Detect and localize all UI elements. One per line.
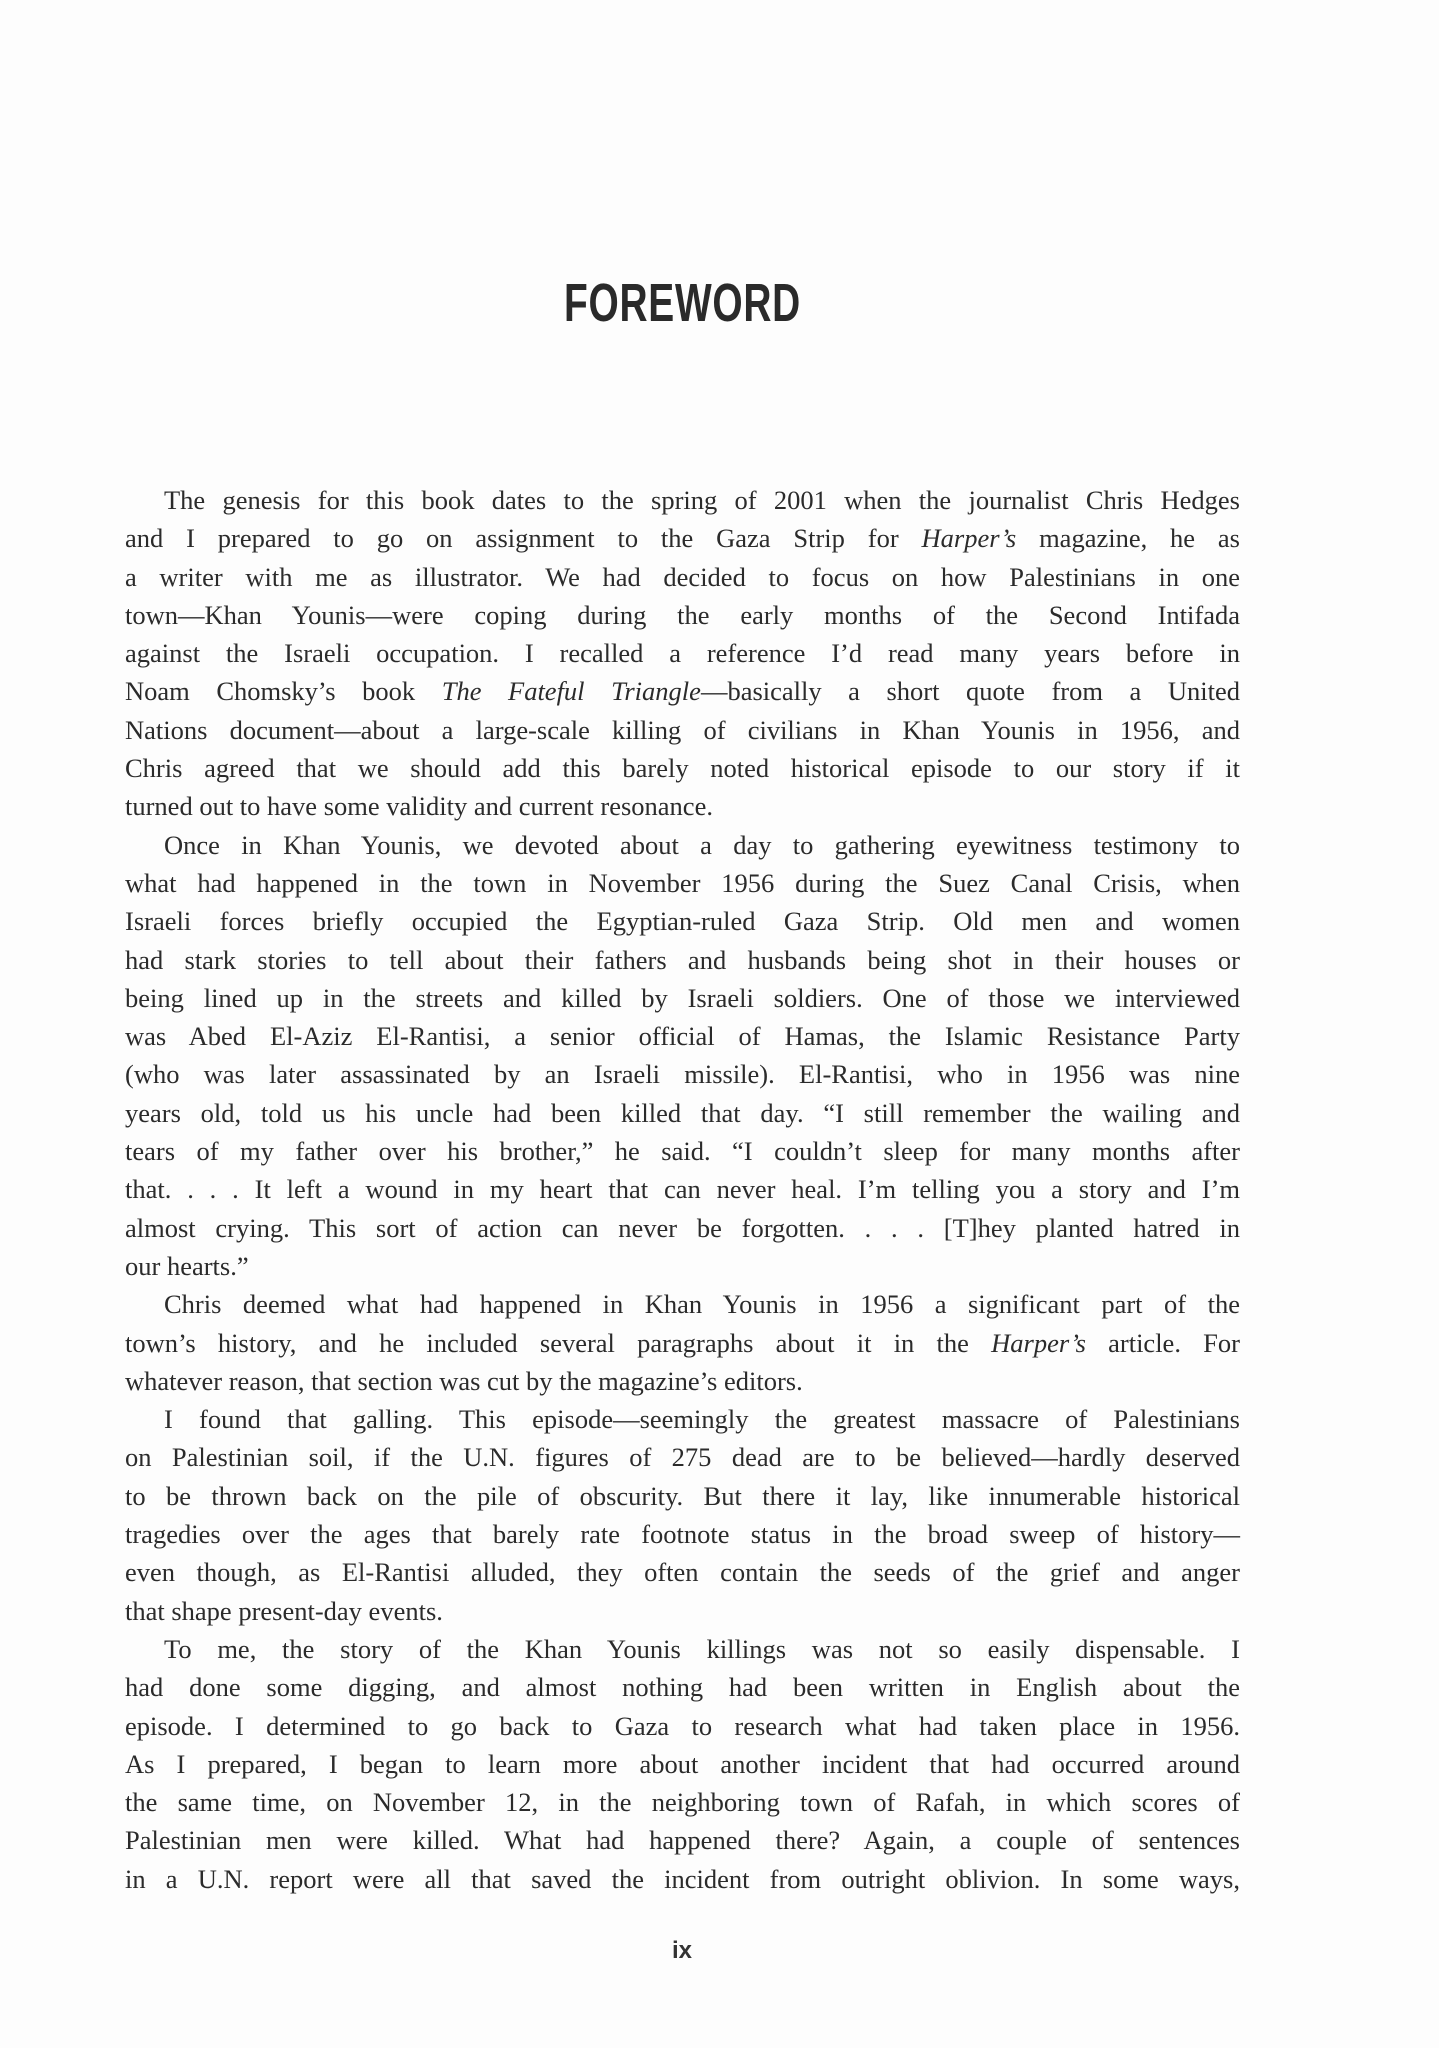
text-segment: Nations document—about a large-scale killing of civilians in Khan Younis in 1956, and xyxy=(125,714,1240,745)
italic-title: Harper’s xyxy=(991,1327,1086,1358)
text-segment: tears of my father over his brother,” he said. “I couldn’t sleep for many months after xyxy=(125,1136,1240,1167)
text-segment: tragedies over the ages that barely rate footnote status in the broad sweep of history— xyxy=(125,1519,1240,1550)
italic-title: Harper’s xyxy=(921,523,1017,554)
page-number: ix xyxy=(671,1937,692,1964)
text-segment: that. . . . It left a wound in my heart that can never heal. I’m telling you a story and I’m xyxy=(125,1174,1240,1205)
text-line xyxy=(125,902,1240,940)
text-segment: the same time, on November 12, in the neighboring town of Rafah, in which scores of xyxy=(125,1787,1240,1818)
text-segment: being lined up in the streets and killed by Israeli soldiers. One of those we interviewed xyxy=(125,982,1240,1013)
text-line xyxy=(125,1860,1240,1898)
text-line xyxy=(125,1630,1240,1668)
text-segment: Chris deemed what had happened in Khan Younis in 1956 a significant part of the xyxy=(164,1289,1240,1320)
text-line xyxy=(125,826,1240,864)
text-line xyxy=(125,1477,1240,1515)
text-segment: To me, the story of the Khan Younis killings was not so easily dispensable. I xyxy=(164,1633,1240,1664)
text-line xyxy=(125,1400,1240,1438)
text-segment: town—Khan Younis—were coping during the early months of the Second Intifada xyxy=(125,599,1240,630)
chapter-title xyxy=(0,272,1364,334)
text-segment: The genesis for this book dates to the spring of 2001 when the journalist Chris Hedges xyxy=(164,485,1240,515)
text-segment: turned out to have some validity and current resonance. xyxy=(125,791,713,822)
text-segment: in a U.N. report were all that saved the incident from outright oblivion. In some ways, xyxy=(125,1863,1240,1894)
text-segment: town’s history, and he included several paragraphs about it in the xyxy=(125,1327,992,1358)
text-line xyxy=(125,634,1240,672)
text-line xyxy=(125,1553,1240,1591)
text-segment: had done some digging, and almost nothing had been written in English about the xyxy=(125,1672,1240,1703)
text-line xyxy=(125,1592,1240,1630)
text-segment: our hearts.” xyxy=(125,1250,249,1281)
text-line xyxy=(125,558,1240,596)
text-segment: Once in Khan Younis, we devoted about a day to gathering eyewitness testimony to xyxy=(164,829,1240,860)
text-line xyxy=(125,1362,1240,1400)
text-line xyxy=(125,1055,1240,1093)
text-segment: Palestinian men were killed. What had happened there? Again, a couple of sentences xyxy=(125,1825,1240,1856)
text-line xyxy=(125,1515,1240,1553)
text-line xyxy=(125,864,1240,902)
chapter-title-text: FOREWORD xyxy=(563,273,801,333)
text-segment: whatever reason, that section was cut by the magazine’s editors. xyxy=(125,1365,803,1396)
text-segment: years old, told us his uncle had been killed that day. “I still remember the wailing and xyxy=(125,1097,1240,1128)
text-line xyxy=(125,1745,1240,1783)
text-segment: —basically a short quote from a United xyxy=(700,676,1240,707)
text-line xyxy=(125,1209,1240,1247)
text-segment: a writer with me as illustrator. We had decided to focus on how Palestinians in one xyxy=(125,561,1240,592)
text-line xyxy=(125,519,1240,557)
text-line xyxy=(125,979,1240,1017)
text-line xyxy=(125,1668,1240,1706)
text-line xyxy=(125,1017,1240,1055)
text-line xyxy=(125,711,1240,749)
text-segment: had stark stories to tell about their fathers and husbands being shot in their houses or xyxy=(125,944,1240,975)
text-segment: episode. I determined to go back to Gaza to research what had taken place in 1956. xyxy=(125,1710,1240,1741)
body-text xyxy=(125,481,1240,1898)
text-segment: Chris agreed that we should add this barely noted historical episode to our story if it xyxy=(125,753,1240,784)
text-line xyxy=(125,1094,1240,1132)
text-line xyxy=(125,672,1240,710)
text-line xyxy=(125,1285,1240,1323)
text-segment: to be thrown back on the pile of obscurity. But there it lay, like innumerable historical xyxy=(125,1480,1240,1511)
text-line xyxy=(125,941,1240,979)
text-segment: and I prepared to go on assignment to the Gaza Strip for xyxy=(125,523,922,554)
text-line xyxy=(125,481,1240,519)
text-line xyxy=(125,1707,1240,1745)
text-line xyxy=(125,596,1240,634)
text-segment: As I prepared, I began to learn more about another incident that had occurred around xyxy=(125,1748,1240,1779)
text-line xyxy=(125,1438,1240,1476)
text-segment: against the Israeli occupation. I recalled a reference I’d read many years before in xyxy=(125,638,1240,669)
text-line xyxy=(125,1821,1240,1859)
text-segment: on Palestinian soil, if the U.N. figures of 275 dead are to be believed—hardly deserved xyxy=(125,1442,1240,1473)
italic-title: The Fateful Triangle xyxy=(441,676,701,707)
text-segment: magazine, he as xyxy=(1016,523,1240,554)
text-segment: (who was later assassinated by an Israeli missile). El-Rantisi, who in 1956 was nine xyxy=(125,1059,1240,1090)
text-segment: I found that galling. This episode—seemingly the greatest massacre of Palestinians xyxy=(164,1404,1240,1435)
text-line xyxy=(125,749,1240,787)
text-segment: almost crying. This sort of action can never be forgotten. . . . [T]hey planted hatred in xyxy=(125,1212,1240,1243)
text-line xyxy=(125,1247,1240,1285)
text-line xyxy=(125,787,1240,825)
text-segment: Israeli forces briefly occupied the Egyptian-ruled Gaza Strip. Old men and women xyxy=(125,906,1240,937)
text-segment: that shape present-day events. xyxy=(125,1595,443,1626)
text-line xyxy=(125,1170,1240,1208)
text-line xyxy=(125,1324,1240,1362)
text-segment: even though, as El-Rantisi alluded, they often contain the seeds of the grief and anger xyxy=(125,1557,1240,1588)
text-segment: Noam Chomsky’s book xyxy=(125,676,442,707)
text-segment: what had happened in the town in November 1956 during the Suez Canal Crisis, when xyxy=(125,867,1240,898)
text-segment: was Abed El-Aziz El-Rantisi, a senior official of Hamas, the Islamic Resistance Party xyxy=(125,1021,1240,1052)
text-line xyxy=(125,1783,1240,1821)
text-segment: article. For xyxy=(1085,1327,1240,1358)
text-line xyxy=(125,1132,1240,1170)
